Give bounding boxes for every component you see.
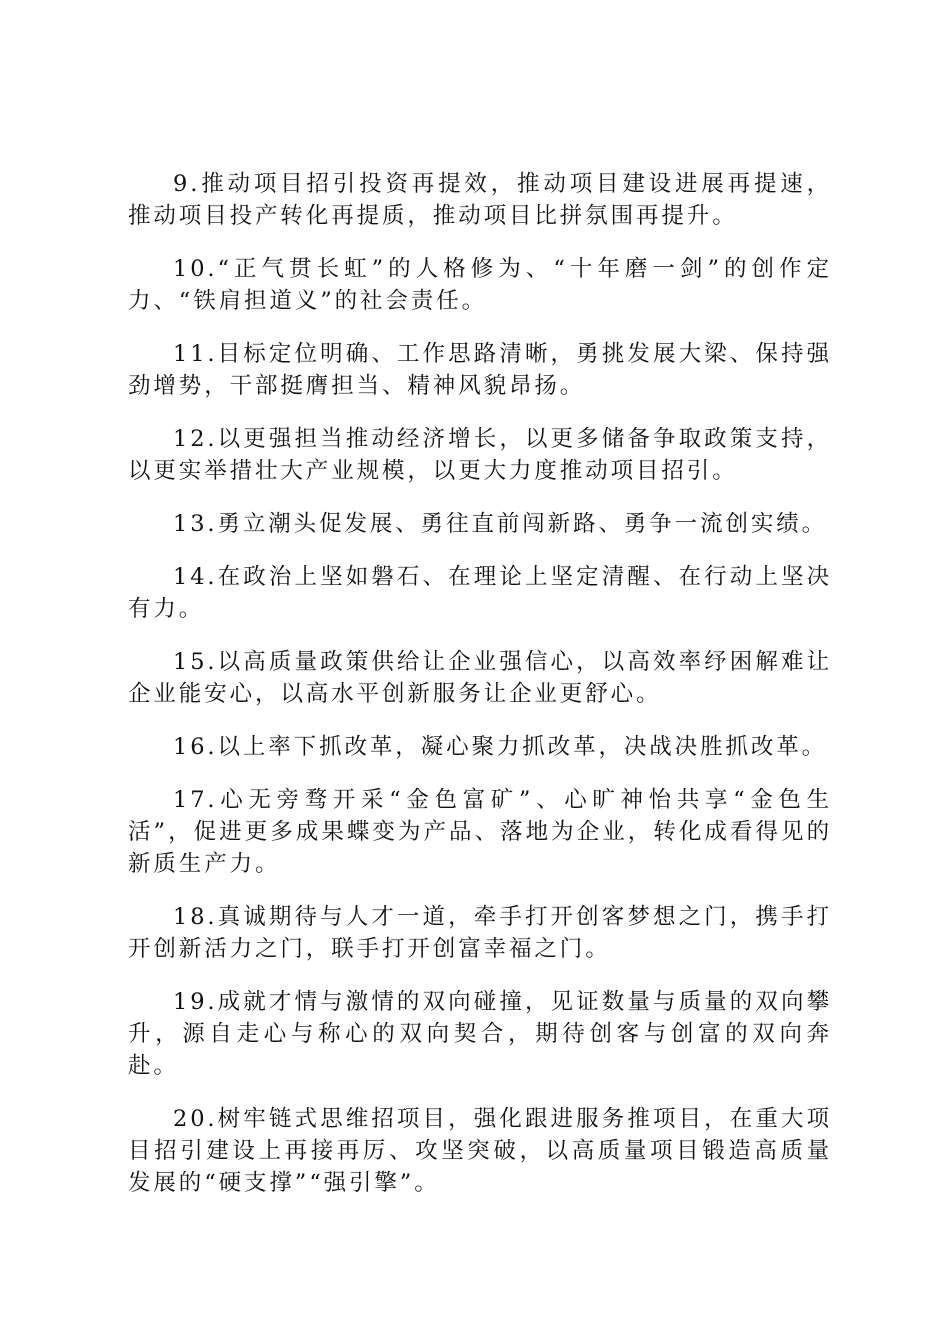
paragraph-14: 14.在政治上坚如磐石、在理论上坚定清醒、在行动上坚决有力。 bbox=[128, 564, 832, 622]
document-body bbox=[128, 168, 832, 1220]
paragraph-10: 10.“正气贯长虹”的人格修为、“十年磨一剑”的创作定力、“铁肩担道义”的社会责任。 bbox=[128, 256, 832, 314]
paragraph-11: 11.目标定位明确、工作思路清晰，勇挑发展大梁、保持强劲增势，干部挺膺担当、精神风貌昂扬。 bbox=[128, 341, 832, 399]
paragraph-15: 15.以高质量政策供给让企业强信心，以高效率纾困解难让企业能安心，以高水平创新服务让企业更舒心。 bbox=[128, 649, 832, 707]
paragraph-19: 19.成就才情与激情的双向碰撞，见证数量与质量的双向攀升，源自走心与称心的双向契合，期待创客与创富的双向奔赴。 bbox=[128, 989, 832, 1079]
paragraph-12: 12.以更强担当推动经济增长，以更多储备争取政策支持，以更实举措壮大产业规模，以更大力度推动项目招引。 bbox=[128, 426, 832, 484]
paragraph-20: 20.树牢链式思维招项目，强化跟进服务推项目，在重大项目招引建设上再接再厉、攻坚突破，以高质量项目锻造高质量发展的“硬支撑”“强引擎”。 bbox=[128, 1106, 832, 1196]
paragraph-17: 17.心无旁骛开采“金色富矿”、心旷神怡共享“金色生活”，促进更多成果蝶变为产品、落地为企业，转化成看得见的新质生产力。 bbox=[128, 787, 832, 877]
paragraph-18: 18.真诚期待与人才一道，牵手打开创客梦想之门，携手打开创新活力之门，联手打开创富幸福之门。 bbox=[128, 904, 832, 962]
paragraph-13: 13.勇立潮头促发展、勇往直前闯新路、勇争一流创实绩。 bbox=[173, 511, 828, 537]
paragraph-16: 16.以上率下抓改革，凝心聚力抓改革，决战决胜抓改革。 bbox=[173, 734, 828, 760]
paragraph-9: 9.推动项目招引投资再提效，推动项目建设进展再提速，推动项目投产转化再提质，推动项目比拼氛围再提升。 bbox=[128, 171, 832, 229]
